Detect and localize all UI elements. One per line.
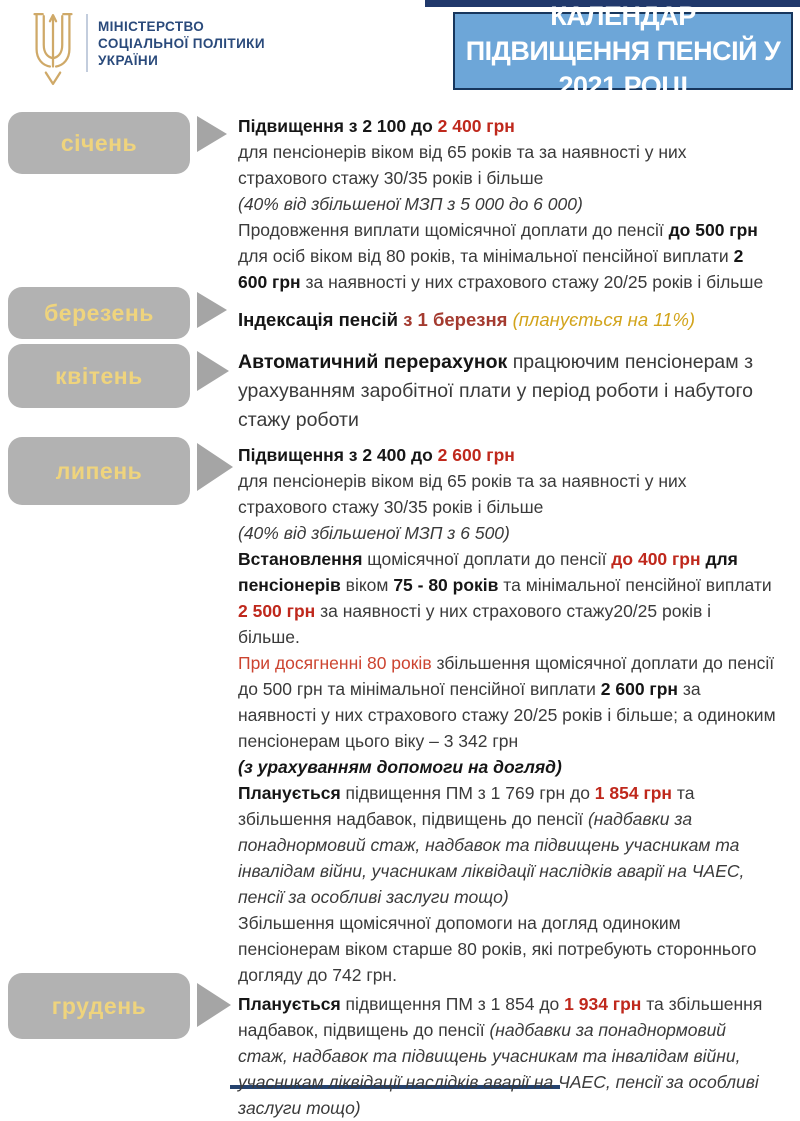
section-text-july: [238, 442, 776, 988]
month-label-december: грудень: [8, 973, 190, 1039]
section-text-december: [238, 991, 776, 1121]
section-text-march: [238, 307, 776, 333]
text-paragraph: Планується підвищення ПМ з 1 769 грн до 1 854 грн та збільшення надбавок, підвищень до пенсії (надбавки за понаднормовий стаж, надбавок та підвищень учасникам та інвалідам війни, учасникам ліквідації наслідків аварії на ЧАЕС, пенсії за особливі заслуги тощо): [238, 783, 745, 907]
text-paragraph: (з урахуванням допомоги на догляд): [238, 757, 562, 777]
ministry-line: УКРАЇНИ: [98, 53, 159, 68]
arrow-right-icon: [197, 292, 227, 328]
arrow-right-icon: [197, 351, 229, 391]
month-label-july: липень: [8, 437, 190, 505]
text-paragraph: Підвищення з 2 100 до 2 400 грн: [238, 116, 515, 136]
arrow-right-icon: [197, 443, 233, 491]
ministry-logo: [28, 10, 265, 88]
page-title-line2: 2021 РОЦІ: [558, 70, 688, 101]
ministry-line: СОЦІАЛЬНОЇ ПОЛІТИКИ: [98, 36, 265, 51]
month-label-april: квітень: [8, 344, 190, 408]
text-paragraph: При досягненні 80 років збільшення щомісячної доплати до пенсії до 500 грн та мінімальної пенсійної виплати 2 600 грн за наявності у них страхового стажу 20/25 років і більше; а одиноким пенсіонерам цього віку – 3 342 грн: [238, 653, 776, 751]
text-paragraph: Підвищення з 2 400 до 2 600 грн: [238, 445, 515, 465]
text-paragraph: Встановлення щомісячної доплати до пенсії до 400 грн для пенсіонерів віком 75 - 80 років та мінімальної пенсійної виплати 2 500 грн за наявності у них страхового стажу20/25 років і більше.: [238, 549, 772, 647]
arrow-right-icon: [197, 983, 231, 1027]
arrow-right-icon: [197, 116, 227, 152]
text-paragraph: для пенсіонерів віком від 65 років та за наявності у них страхового стажу 30/35 років і більше: [238, 142, 687, 188]
ministry-name: [98, 10, 265, 69]
text-paragraph: Автоматичний перерахунок працюючим пенсіонерам з урахуванням заробітної плати у період роботи і набутого стажу роботи: [238, 351, 754, 431]
month-label-march: березень: [8, 287, 190, 339]
page-title: [453, 0, 793, 101]
page-title-line1: КАЛЕНДАР ПІДВИЩЕННЯ ПЕНСІЙ У: [465, 0, 781, 66]
text-paragraph: (40% від збільшеної МЗП з 6 500): [238, 523, 510, 543]
section-text-april: [238, 348, 776, 435]
logo-divider: [86, 14, 88, 72]
content-column: [238, 113, 776, 1121]
trident-icon: [28, 10, 78, 88]
text-paragraph: Планується підвищення ПМ з 1 854 до 1 934 грн та збільшення надбавок, підвищень до пенсії (надбавки за понаднормовий стаж, надбавок та підвищень учасникам та інвалідам війни, учасникам ліквідації наслідків аварії на ЧАЕС, пенсії за особливі заслуги тощо): [238, 994, 763, 1118]
text-paragraph: для пенсіонерів віком від 65 років та за наявності у них страхового стажу 30/35 років і більше: [238, 471, 687, 517]
section-text-january: [238, 113, 776, 295]
text-paragraph: (40% від збільшеної МЗП з 5 000 до 6 000): [238, 194, 583, 214]
ministry-line: МІНІСТЕРСТВО: [98, 19, 205, 34]
text-paragraph: Індексація пенсій з 1 березня (планується на 11%): [238, 309, 696, 330]
month-label-january: січень: [8, 112, 190, 174]
text-paragraph: Продовження виплати щомісячної доплати до пенсії до 500 грн для осіб віком від 80 років, та мінімальної пенсійної виплати 2 600 грн за наявності у них страхового стажу 20/25 років і більше: [238, 220, 764, 292]
text-paragraph: Збільшення щомісячної допомоги на догляд одиноким пенсіонерам віком старше 80 років, які потребують стороннього догляду до 742 грн.: [238, 913, 757, 985]
